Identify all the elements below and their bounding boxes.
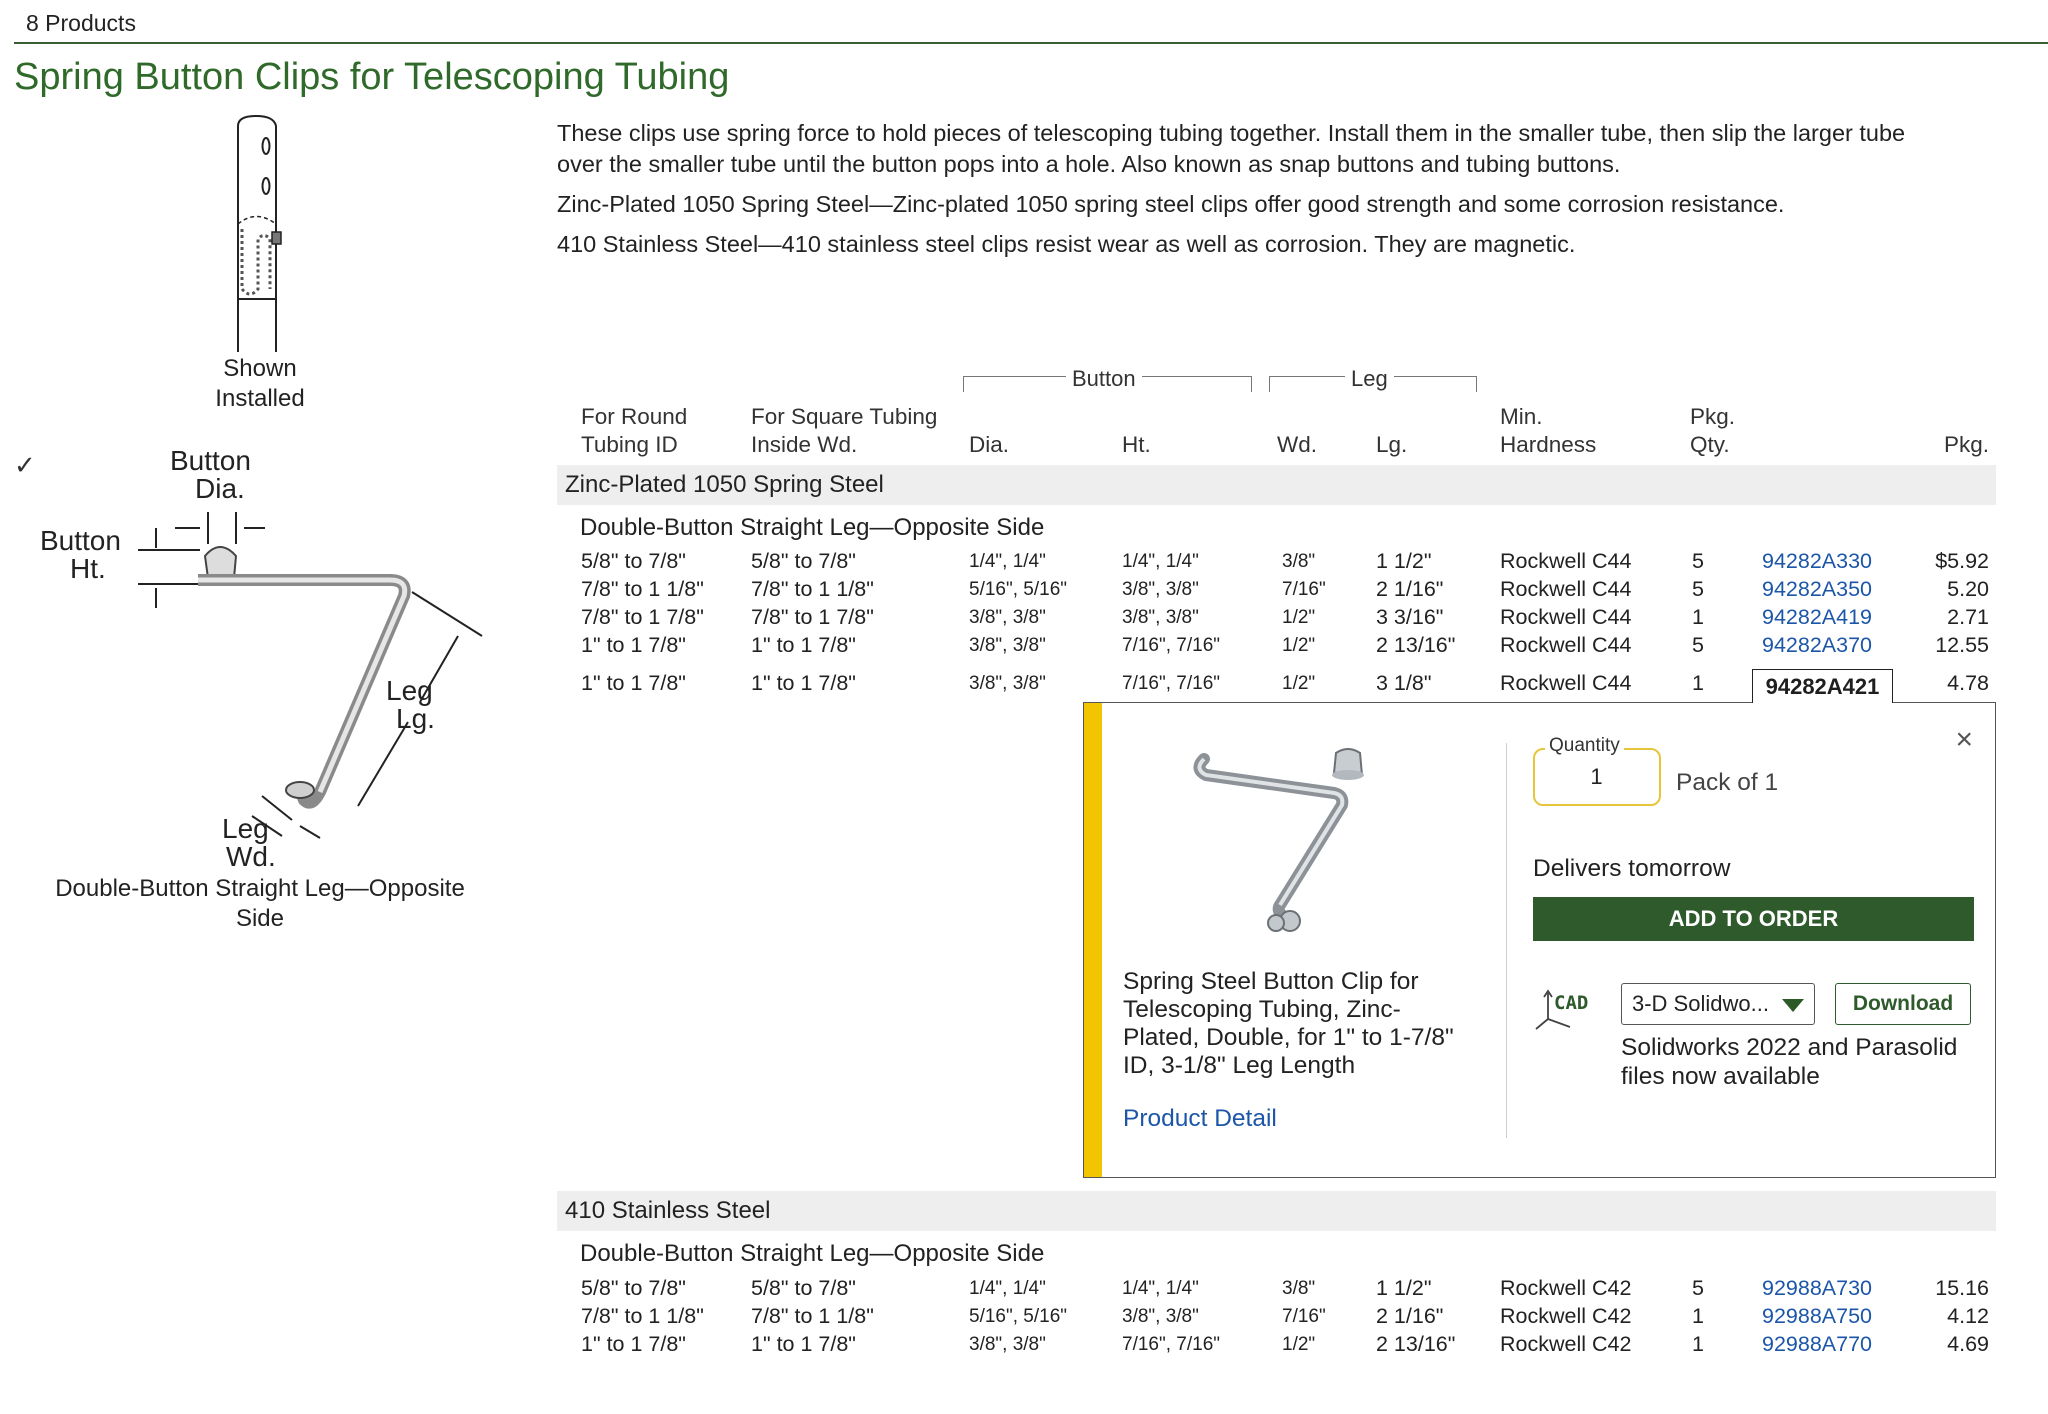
cell-pkg-qty: 5 [1692, 549, 1704, 573]
header-pkg-price: Pkg. [1943, 432, 1989, 457]
cell-pkg-qty: 1 [1692, 1304, 1704, 1328]
header-line: For Square Tubing [751, 404, 938, 429]
table-row[interactable] [0, 605, 2048, 633]
close-icon[interactable]: × [1955, 723, 1973, 756]
cell-button-dia: 5/16", 5/16" [969, 579, 1068, 600]
cell-hardness: Rockwell C42 [1500, 1276, 1632, 1300]
cell-price: 15.16 [1935, 1276, 1989, 1300]
description-paragraph: 410 Stainless Steel—410 stainless steel clips resist wear as well as corrosion. They are magnetic. [557, 231, 1576, 257]
cell-pkg-qty: 5 [1692, 633, 1704, 657]
cell-round-id: 7/8" to 1 7/8" [581, 605, 704, 629]
cell-leg-lg: 2 1/16" [1376, 1304, 1444, 1328]
cell-button-dia: 3/8", 3/8" [969, 673, 1046, 694]
cad-availability-note: Solidworks 2022 and Parasolid files now available [1621, 1034, 1958, 1090]
page-title: Spring Button Clips for Telescoping Tubing [14, 56, 730, 98]
cell-round-id: 5/8" to 7/8" [581, 1276, 686, 1300]
cell-price: $5.92 [1935, 549, 1989, 573]
cell-leg-wd: 1/2" [1282, 673, 1316, 694]
table-row[interactable] [0, 1332, 2048, 1360]
chevron-down-icon [1782, 999, 1804, 1012]
cell-pkg-qty: 1 [1692, 1332, 1704, 1356]
cell-hardness: Rockwell C44 [1500, 633, 1632, 657]
installed-tube-image [226, 114, 296, 354]
cell-price: 12.55 [1935, 633, 1989, 657]
section-subtitle: Double-Button Straight Leg—Opposite Side [580, 514, 1045, 541]
installed-caption-line1: Shown [223, 355, 297, 382]
cell-leg-lg: 3 1/8" [1376, 671, 1432, 695]
cell-button-ht: 7/16", 7/16" [1122, 1334, 1221, 1355]
table-row[interactable] [0, 549, 2048, 577]
label-button-ht-2: Ht. [70, 553, 106, 584]
pack-text: Pack of 1 [1676, 769, 1779, 796]
cell-leg-wd: 1/2" [1282, 607, 1316, 628]
description-paragraph: Zinc-Plated 1050 Spring Steel—Zinc-plated 1050 spring steel clips offer good strength and some corrosion resistance. [557, 191, 1785, 217]
cell-button-ht: 1/4", 1/4" [1122, 551, 1199, 572]
cell-leg-wd: 7/16" [1282, 579, 1326, 600]
cell-hardness: Rockwell C42 [1500, 1332, 1632, 1356]
quantity-input[interactable] [1535, 750, 1658, 803]
cell-button-dia: 1/4", 1/4" [969, 1278, 1046, 1299]
cell-leg-lg: 2 1/16" [1376, 577, 1444, 601]
header-hardness [1500, 403, 1596, 459]
popup-divider [1506, 743, 1507, 1138]
cell-pkg-qty: 5 [1692, 1276, 1704, 1300]
selected-part-number[interactable]: 94282A421 [1752, 669, 1893, 703]
product-description [557, 118, 1937, 269]
part-number-link[interactable]: 92988A770 [1762, 1332, 1872, 1356]
cell-round-id: 1" to 1 7/8" [581, 1332, 686, 1356]
cell-button-dia: 1/4", 1/4" [969, 551, 1046, 572]
cell-square-wd: 7/8" to 1 1/8" [751, 577, 874, 601]
cell-round-id: 1" to 1 7/8" [581, 633, 686, 657]
cell-price: 4.78 [1947, 671, 1989, 695]
button-group-label: Button [1066, 366, 1142, 392]
header-ht: Ht. [1122, 432, 1151, 457]
header-round-tubing [581, 403, 687, 459]
cell-button-dia: 3/8", 3/8" [969, 1334, 1046, 1355]
header-line: Min. [1500, 404, 1543, 429]
quantity-field[interactable] [1533, 735, 1661, 806]
cell-button-ht: 1/4", 1/4" [1122, 1278, 1199, 1299]
cell-button-ht: 3/8", 3/8" [1122, 1306, 1199, 1327]
diagram-caption-line1: Double-Button Straight Leg—Opposite [55, 875, 465, 902]
label-leg-lg-2: Lg. [396, 703, 435, 734]
add-to-order-button[interactable]: ADD TO ORDER [1533, 897, 1974, 941]
cell-pkg-qty: 5 [1692, 577, 1704, 601]
cell-price: 4.12 [1947, 1304, 1989, 1328]
header-line: Inside Wd. [751, 432, 858, 457]
table-row[interactable] [0, 1304, 2048, 1332]
part-number-link[interactable]: 92988A730 [1762, 1276, 1872, 1300]
download-button[interactable]: Download [1835, 983, 1971, 1025]
table-row[interactable] [0, 633, 2048, 661]
header-line: Qty. [1690, 432, 1730, 457]
table-row[interactable] [0, 1276, 2048, 1304]
cell-leg-wd: 3/8" [1282, 1278, 1316, 1299]
section-subtitle: Double-Button Straight Leg—Opposite Side [580, 1240, 1045, 1267]
cad-format-value: 3-D Solidwo... [1632, 991, 1769, 1016]
header-lg: Lg. [1376, 432, 1408, 457]
cell-leg-lg: 1 1/2" [1376, 1276, 1432, 1300]
cell-square-wd: 5/8" to 7/8" [751, 1276, 856, 1300]
part-number-link[interactable]: 94282A330 [1762, 549, 1872, 573]
header-divider [14, 42, 2048, 44]
label-button-dia-2: Dia. [195, 473, 245, 504]
table-row-selected[interactable] [0, 671, 2048, 699]
diagram-caption-line2: Side [235, 905, 285, 932]
cell-square-wd: 7/8" to 1 7/8" [751, 605, 874, 629]
cell-round-id: 1" to 1 7/8" [581, 671, 686, 695]
part-number-link[interactable]: 94282A419 [1762, 605, 1872, 629]
header-line: Pkg. [1690, 404, 1736, 429]
popup-product-description: Spring Steel Button Clip for Telescoping Tubing, Zinc-Plated, Double, for 1" to 1-7/8" ID, 3-1/8" Leg Length [1123, 968, 1454, 1079]
product-image [1184, 739, 1404, 939]
cell-price: 5.20 [1947, 577, 1989, 601]
cell-button-dia: 5/16", 5/16" [969, 1306, 1068, 1327]
quantity-label: Quantity [1545, 735, 1624, 757]
product-count: 8 Products [26, 10, 136, 36]
cell-round-id: 5/8" to 7/8" [581, 549, 686, 573]
cell-hardness: Rockwell C44 [1500, 671, 1632, 695]
cell-pkg-qty: 1 [1692, 671, 1704, 695]
header-line: Hardness [1500, 432, 1597, 457]
cell-button-dia: 3/8", 3/8" [969, 607, 1046, 628]
cell-leg-wd: 3/8" [1282, 551, 1316, 572]
cell-square-wd: 7/8" to 1 1/8" [751, 1304, 874, 1328]
cell-button-ht: 3/8", 3/8" [1122, 579, 1199, 600]
cell-hardness: Rockwell C42 [1500, 1304, 1632, 1328]
label-leg-wd-1: Leg [222, 813, 269, 844]
cell-button-dia: 3/8", 3/8" [969, 635, 1046, 656]
cell-hardness: Rockwell C44 [1500, 577, 1632, 601]
header-square-tubing [751, 403, 937, 459]
cell-hardness: Rockwell C44 [1500, 605, 1632, 629]
cell-leg-lg: 1 1/2" [1376, 549, 1432, 573]
installed-caption-line2: Installed [215, 385, 305, 412]
label-button-dia-1: Button [170, 445, 251, 476]
cell-price: 2.71 [1947, 605, 1989, 629]
cell-leg-lg: 3 3/16" [1376, 605, 1444, 629]
cell-button-ht: 7/16", 7/16" [1122, 673, 1221, 694]
cell-hardness: Rockwell C44 [1500, 549, 1632, 573]
cell-square-wd: 5/8" to 7/8" [751, 549, 856, 573]
popup-accent-stripe [1084, 703, 1102, 1177]
cad-icon-label: CAD [1554, 992, 1589, 1014]
header-dia: Dia. [969, 432, 1010, 457]
delivery-text: Delivers tomorrow [1533, 855, 1731, 882]
table-row[interactable] [0, 577, 2048, 605]
header-line: Tubing ID [581, 432, 678, 457]
order-popup [1083, 702, 1996, 1178]
section-zinc-plated: Zinc-Plated 1050 Spring Steel [557, 465, 1996, 505]
cell-leg-wd: 7/16" [1282, 1306, 1326, 1327]
cell-square-wd: 1" to 1 7/8" [751, 671, 856, 695]
description-paragraph: These clips use spring force to hold pieces of telescoping tubing together. Install them in the smaller tube, then slip the larger tube over the smaller tube until the button pops into a hole. Also known as snap buttons and tubing buttons. [557, 120, 1906, 177]
cell-leg-wd: 1/2" [1282, 635, 1316, 656]
label-leg-wd-2: Wd. [226, 841, 276, 872]
cell-leg-wd: 1/2" [1282, 1334, 1316, 1355]
section-stainless: 410 Stainless Steel [557, 1191, 1996, 1231]
header-line: For Round [581, 404, 688, 429]
cell-square-wd: 1" to 1 7/8" [751, 633, 856, 657]
cad-format-select[interactable] [1621, 983, 1815, 1025]
header-pkg-qty [1690, 403, 1735, 459]
part-number-link[interactable]: 94282A350 [1762, 577, 1872, 601]
installed-caption [160, 354, 360, 414]
cell-pkg-qty: 1 [1692, 605, 1704, 629]
label-leg-lg-1: Leg [386, 675, 433, 706]
cell-leg-lg: 2 13/16" [1376, 633, 1456, 657]
cell-leg-lg: 2 13/16" [1376, 1332, 1456, 1356]
cell-round-id: 7/8" to 1 1/8" [581, 1304, 704, 1328]
leg-group-label: Leg [1345, 366, 1394, 392]
diagram-caption [20, 874, 500, 934]
part-number-link[interactable]: 94282A370 [1762, 633, 1872, 657]
cell-button-ht: 3/8", 3/8" [1122, 607, 1199, 628]
cell-square-wd: 1" to 1 7/8" [751, 1332, 856, 1356]
part-number-link[interactable]: 92988A750 [1762, 1304, 1872, 1328]
product-detail-link[interactable]: Product Detail [1123, 1105, 1277, 1132]
cell-round-id: 7/8" to 1 1/8" [581, 577, 704, 601]
cell-price: 4.69 [1947, 1332, 1989, 1356]
header-wd: Wd. [1277, 432, 1318, 457]
label-button-ht-1: Button [40, 525, 121, 556]
cad-icon [1532, 985, 1596, 1035]
check-icon: ✓ [14, 450, 36, 480]
cell-button-ht: 7/16", 7/16" [1122, 635, 1221, 656]
